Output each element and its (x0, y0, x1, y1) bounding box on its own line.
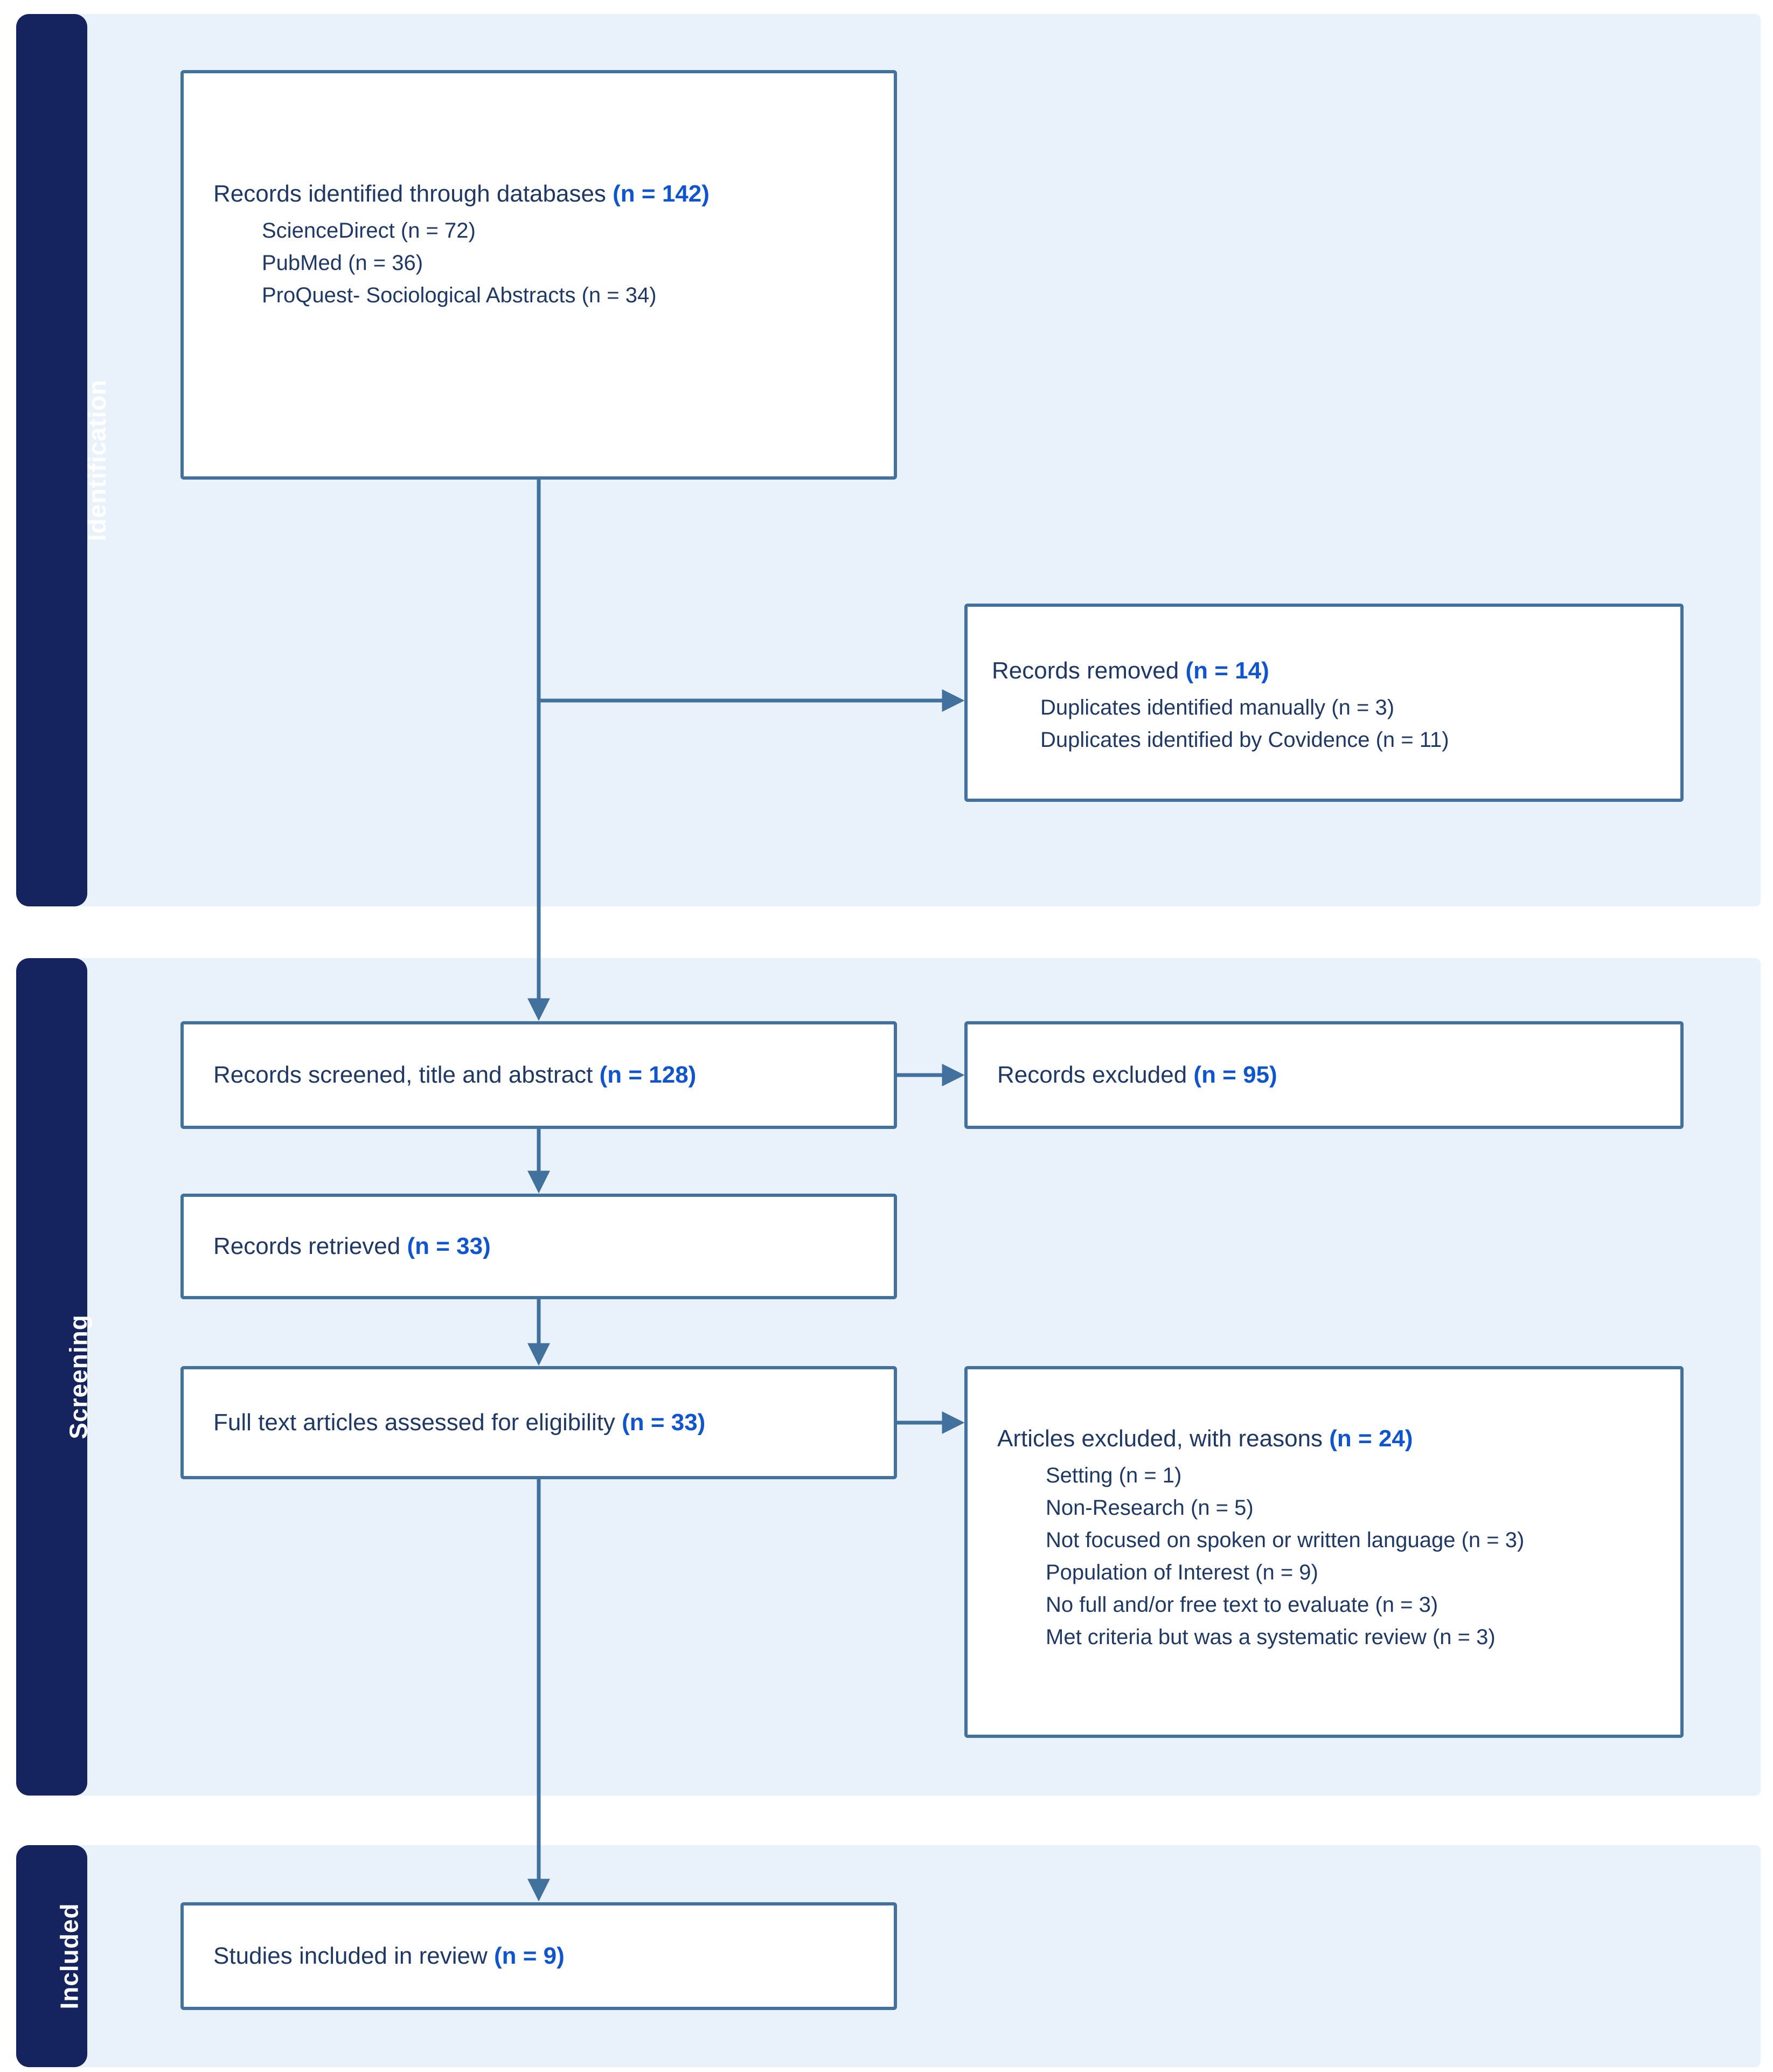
box-articles-excluded (964, 1366, 1684, 1738)
box-count: (n = 95) (1193, 1062, 1277, 1089)
box-records-removed-items (1040, 691, 1661, 756)
box-records-identified-title (213, 178, 870, 209)
box-articles-excluded-title (997, 1423, 1661, 1454)
box-item: Setting (n = 1) (1046, 1464, 1182, 1488)
box-records-excluded-title (997, 1059, 1277, 1090)
box-records-screened-title (213, 1059, 696, 1090)
stage-label-identification: Identification (83, 379, 112, 542)
stage-bar-included (16, 1845, 87, 2067)
stage-label-screening: Screening (64, 1314, 93, 1439)
box-title-text: Records removed (992, 657, 1186, 684)
box-count: (n = 33) (622, 1409, 706, 1436)
box-title-text: Records retrieved (213, 1233, 407, 1260)
box-title-text: Full text articles assessed for eligibility (213, 1409, 622, 1436)
box-count: (n = 128) (599, 1062, 697, 1089)
box-item: PubMed (n = 36) (262, 251, 423, 275)
box-item: Not focused on spoken or written language (n = 3) (1046, 1528, 1525, 1553)
box-records-retrieved-title (213, 1231, 491, 1262)
box-articles-excluded-items (1046, 1459, 1661, 1653)
box-count: (n = 9) (493, 1943, 565, 1970)
box-records-excluded (964, 1021, 1684, 1129)
box-title-text: Records excluded (997, 1062, 1194, 1089)
box-records-identified (180, 70, 897, 480)
box-count: (n = 24) (1329, 1425, 1413, 1452)
box-records-screened (180, 1021, 897, 1129)
box-item: Met criteria but was a systematic review (n = 3) (1046, 1625, 1496, 1650)
box-title-text: Records identified through databases (213, 181, 613, 207)
box-studies-included-title (213, 1941, 565, 1971)
box-item: Non-Research (n = 5) (1046, 1496, 1254, 1520)
stage-bar-screening (16, 958, 93, 1796)
box-fulltext-assessed-title (213, 1407, 705, 1438)
stage-bar-identification (16, 14, 112, 906)
box-records-removed (964, 604, 1684, 802)
box-item: No full and/or free text to evaluate (n = 3) (1046, 1593, 1438, 1617)
box-fulltext-assessed (180, 1366, 897, 1479)
box-records-identified-items (262, 214, 870, 311)
box-count: (n = 33) (407, 1233, 491, 1260)
box-title-text: Records screened, title and abstract (213, 1062, 600, 1089)
box-item: Population of Interest (n = 9) (1046, 1561, 1318, 1585)
stage-label-included: Included (55, 1903, 84, 2009)
box-title-text: Studies included in review (213, 1943, 494, 1970)
box-records-removed-title (992, 655, 1661, 686)
box-item: ScienceDirect (n = 72) (262, 219, 476, 243)
box-count: (n = 14) (1185, 657, 1269, 684)
box-count: (n = 142) (613, 181, 710, 207)
box-records-retrieved (180, 1194, 897, 1299)
box-title-text: Articles excluded, with reasons (997, 1425, 1330, 1452)
box-studies-included (180, 1902, 897, 2010)
box-item: Duplicates identified manually (n = 3) (1040, 696, 1395, 720)
box-item: ProQuest- Sociological Abstracts (n = 34) (262, 283, 657, 308)
box-item: Duplicates identified by Covidence (n = 11) (1040, 728, 1449, 752)
